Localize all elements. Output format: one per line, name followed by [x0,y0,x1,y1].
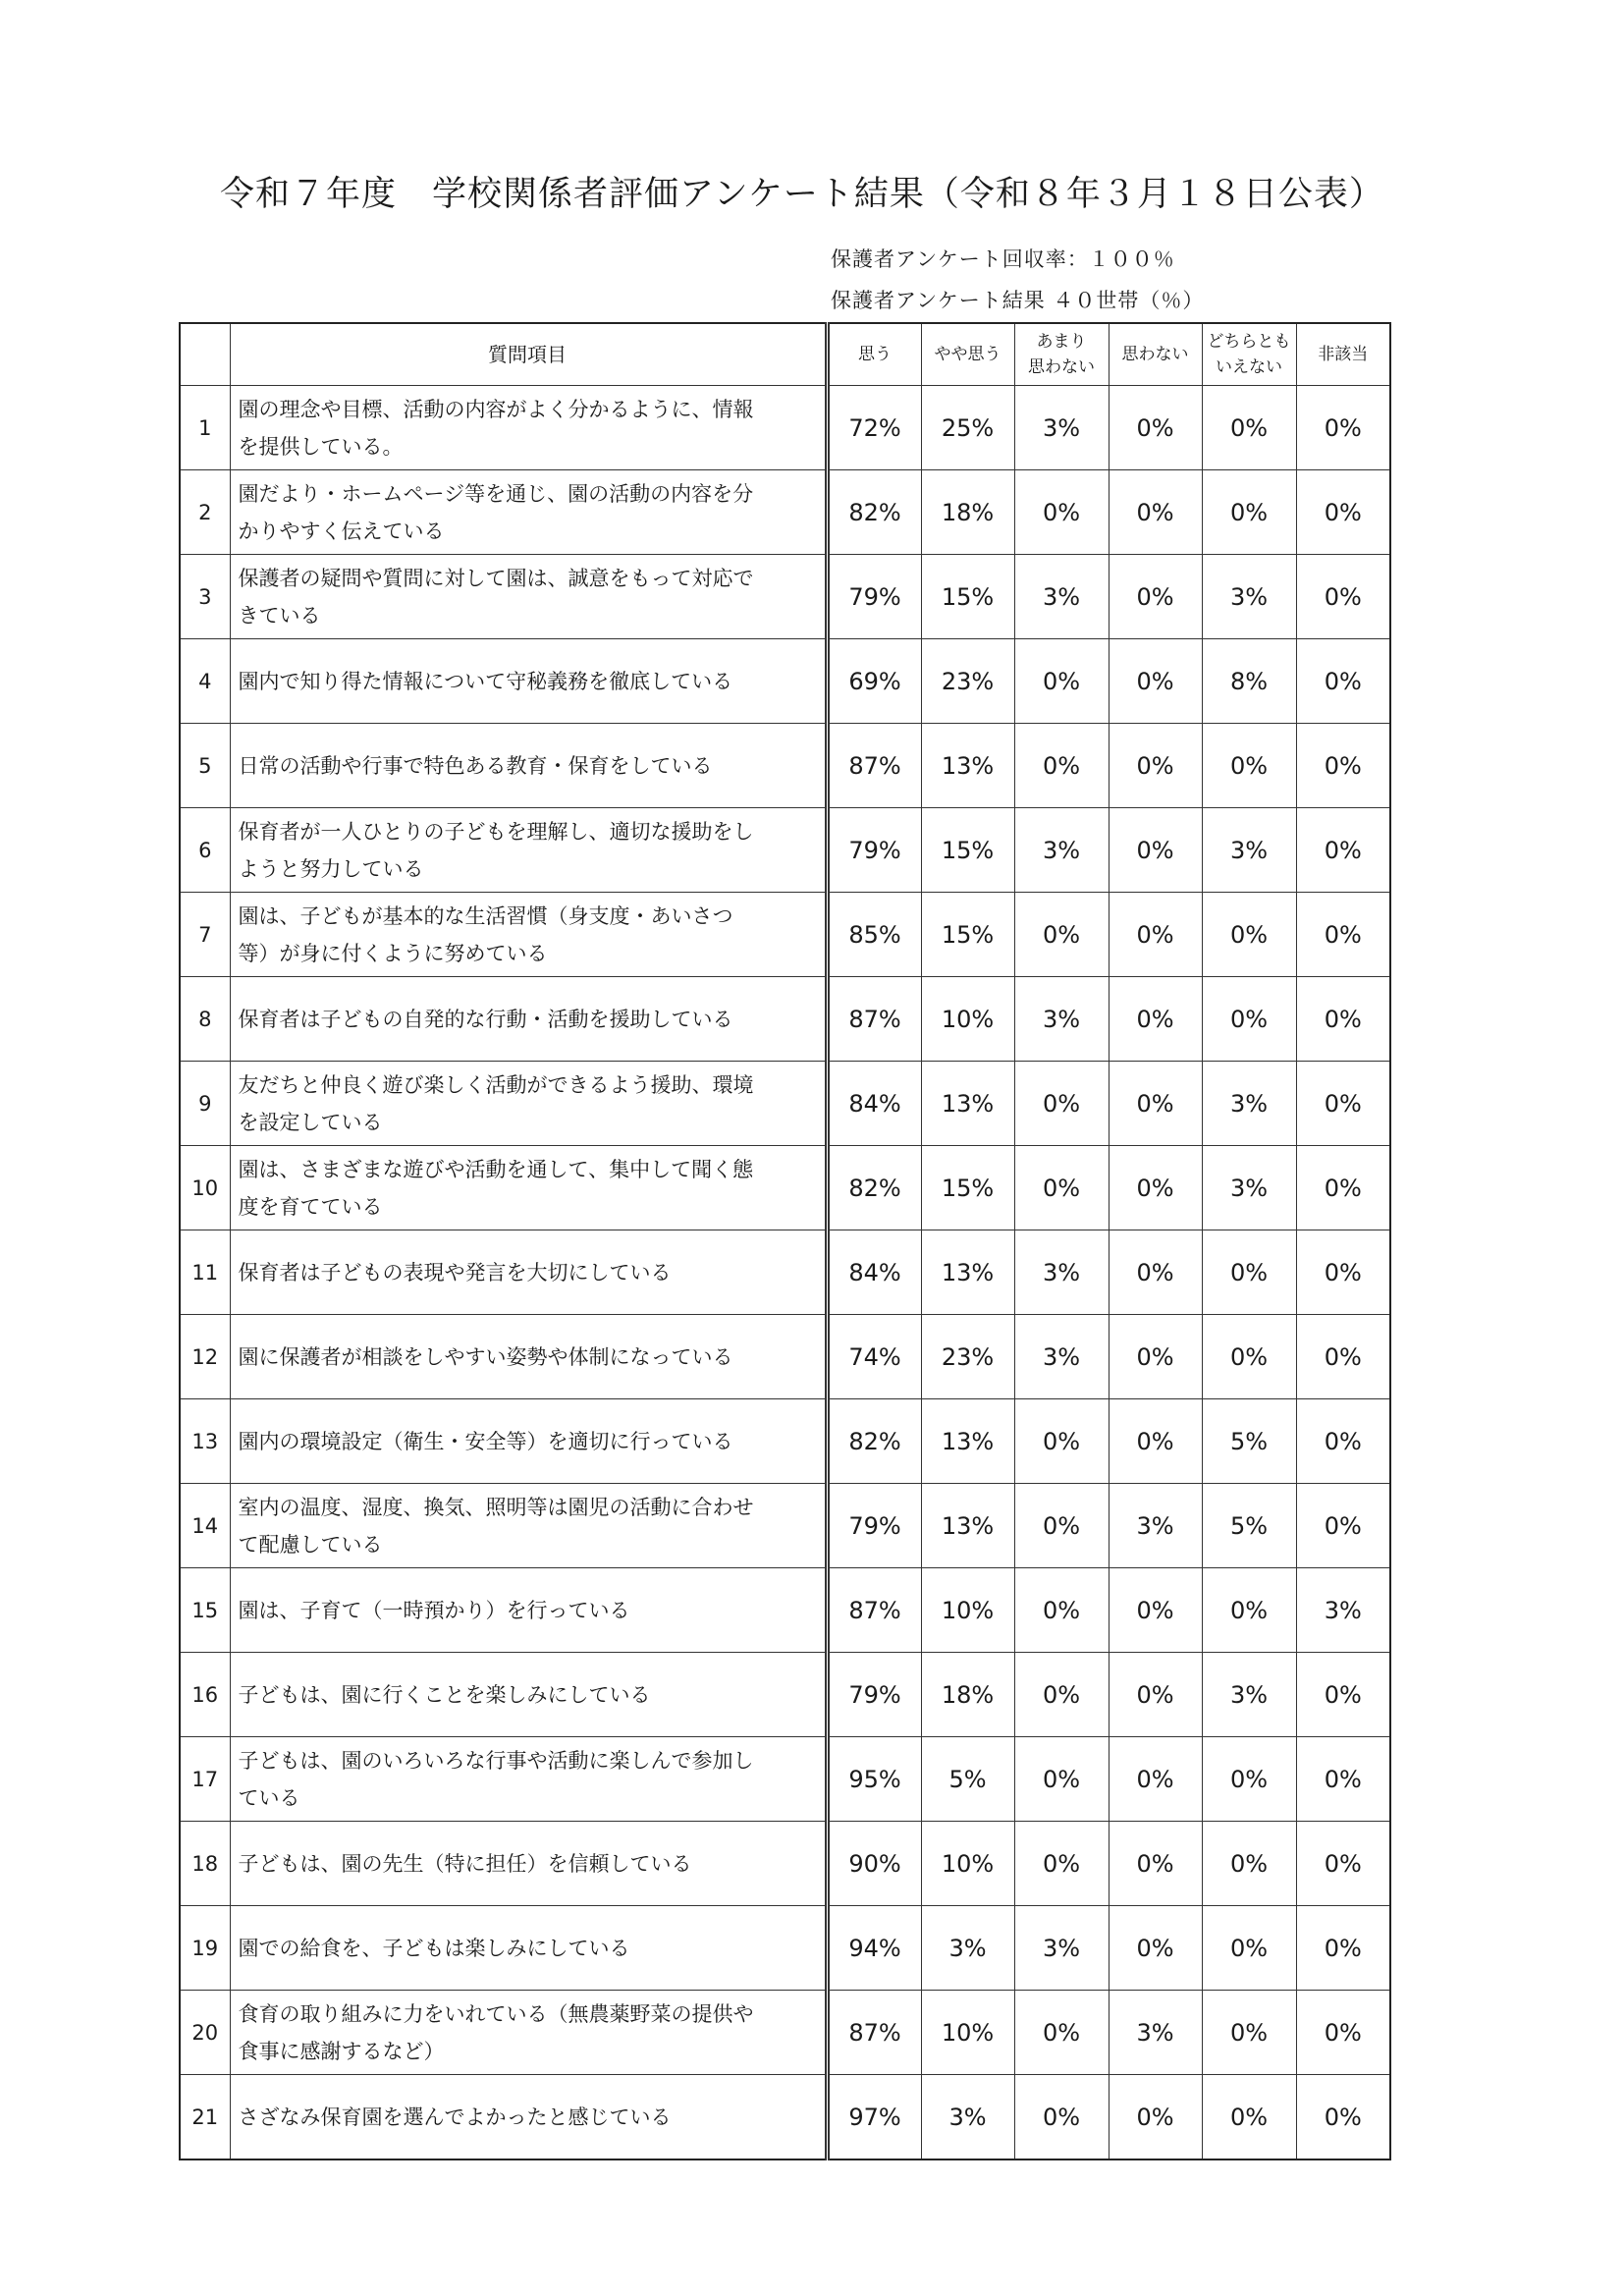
percent-cell: 0% [1202,724,1296,808]
row-number: 21 [180,2075,230,2160]
question-line-1: 友だちと仲良く遊び楽しく活動ができるよう援助、環境 [238,1072,754,1097]
row-number: 11 [180,1230,230,1315]
percent-cell: 18% [921,470,1014,555]
table-row [180,1146,1390,1230]
percent-cell: 0% [1109,386,1202,470]
table-row [180,893,1390,977]
percent-cell: 3% [1014,1230,1109,1315]
question-text [230,1230,827,1315]
question-text [230,1484,827,1568]
percent-cell: 0% [1109,470,1202,555]
question-line-2: ようと努力している [238,856,424,881]
percent-cell: 3% [1014,386,1109,470]
percent-cell: 0% [1109,1568,1202,1653]
percent-cell: 3% [1202,1062,1296,1146]
percent-cell: 0% [1014,1737,1109,1822]
question-text [230,1737,827,1822]
percent-cell: 0% [1014,1568,1109,1653]
table-row [180,555,1390,639]
row-number: 5 [180,724,230,808]
percent-cell: 0% [1202,1991,1296,2075]
question-line-1: 日常の活動や行事で特色ある教育・保育をしている [238,753,713,778]
table-row [180,1399,1390,1484]
question-line-1: 室内の温度、湿度、換気、照明等は園児の活動に合わせ [238,1495,754,1519]
percent-cell: 3% [921,1906,1014,1991]
percent-cell: 82% [827,1146,921,1230]
percent-cell: 13% [921,1230,1014,1315]
percent-cell: 87% [827,977,921,1062]
percent-cell: 0% [1296,1991,1390,2075]
question-line-1: 子どもは、園に行くことを楽しみにしている [238,1682,651,1707]
percent-cell: 69% [827,639,921,724]
question-line-1: 園は、子どもが基本的な生活習慣（身支度・あいさつ [238,903,733,928]
percent-cell: 0% [1014,893,1109,977]
percent-cell: 0% [1014,639,1109,724]
percent-cell: 0% [1202,470,1296,555]
question-text [230,470,827,555]
table-row [180,1230,1390,1315]
question-text [230,1991,827,2075]
percent-cell: 0% [1202,1737,1296,1822]
row-number: 16 [180,1653,230,1737]
percent-cell: 0% [1202,1822,1296,1906]
question-line-2: かりやすく伝えている [238,519,445,543]
percent-cell: 85% [827,893,921,977]
percent-cell: 0% [1109,1146,1202,1230]
table-row [180,2075,1390,2160]
table-row [180,1737,1390,1822]
collection-rate: 保護者アンケート回収率：１００％ [831,247,1175,271]
percent-cell: 0% [1109,1906,1202,1991]
percent-cell: 0% [1109,893,1202,977]
percent-cell: 87% [827,1991,921,2075]
percent-cell: 95% [827,1737,921,1822]
percent-cell: 0% [1109,1062,1202,1146]
table-row [180,1906,1390,1991]
percent-cell: 0% [1296,1906,1390,1991]
row-number: 4 [180,639,230,724]
question-text [230,724,827,808]
percent-cell: 0% [1296,386,1390,470]
table-row [180,1062,1390,1146]
percent-cell: 79% [827,555,921,639]
question-text [230,1568,827,1653]
percent-cell: 0% [1109,1737,1202,1822]
table-row [180,977,1390,1062]
percent-cell: 3% [1202,1146,1296,1230]
table-row [180,1568,1390,1653]
percent-cell: 0% [1202,1315,1296,1399]
row-number: 9 [180,1062,230,1146]
percent-cell: 0% [1296,1399,1390,1484]
percent-cell: 0% [1014,1822,1109,1906]
question-line-2: を提供している。 [238,434,404,459]
document-title: 令和７年度 学校関係者評価アンケート結果（令和８年３月１８日公表） [220,175,1384,214]
row-number: 20 [180,1991,230,2075]
percent-cell: 0% [1109,2075,1202,2160]
percent-cell: 87% [827,1568,921,1653]
row-number: 10 [180,1146,230,1230]
header-question: 質問項目 [230,323,827,386]
question-text [230,1653,827,1737]
row-number: 1 [180,386,230,470]
percent-cell: 0% [1296,977,1390,1062]
percent-cell: 0% [1296,808,1390,893]
percent-cell: 0% [1109,555,1202,639]
percent-cell: 0% [1296,1737,1390,1822]
percent-cell: 3% [1014,1906,1109,1991]
percent-cell: 3% [1109,1484,1202,1568]
question-line-1: 園での給食を、子どもは楽しみにしている [238,1936,630,1960]
percent-cell: 0% [1202,1906,1296,1991]
table-row [180,639,1390,724]
percent-cell: 0% [1296,555,1390,639]
header-omowanai: 思わない [1109,323,1202,386]
header-amari-line1: あまり [1036,332,1087,352]
row-number: 18 [180,1822,230,1906]
question-text [230,1906,827,1991]
table-row [180,724,1390,808]
percent-cell: 5% [1202,1484,1296,1568]
percent-cell: 13% [921,1062,1014,1146]
percent-cell: 0% [1109,808,1202,893]
percent-cell: 3% [1109,1991,1202,2075]
percent-cell: 0% [1014,1991,1109,2075]
question-line-1: 園内で知り得た情報について守秘義務を徹底している [238,669,733,693]
percent-cell: 0% [1296,1484,1390,1568]
percent-cell: 0% [1202,1230,1296,1315]
percent-cell: 13% [921,1484,1014,1568]
percent-cell: 0% [1014,1146,1109,1230]
percent-cell: 15% [921,1146,1014,1230]
percent-cell: 84% [827,1062,921,1146]
result-note: 保護者アンケート結果 ４０世帯（％） [831,289,1205,312]
survey-results-table [179,322,1391,2160]
percent-cell: 0% [1296,639,1390,724]
question-line-1: 子どもは、園のいろいろな行事や活動に楽しんで参加し [238,1748,754,1773]
percent-cell: 3% [1202,555,1296,639]
percent-cell: 3% [921,2075,1014,2160]
header-amari-omowanai [1014,323,1109,386]
question-text [230,1399,827,1484]
percent-cell: 0% [1109,724,1202,808]
percent-cell: 0% [1014,1399,1109,1484]
percent-cell: 0% [1014,724,1109,808]
row-number: 12 [180,1315,230,1399]
percent-cell: 0% [1109,1653,1202,1737]
question-text [230,386,827,470]
question-line-1: 保育者が一人ひとりの子どもを理解し、適切な援助をし [238,819,754,844]
table-row [180,1484,1390,1568]
row-number: 17 [180,1737,230,1822]
table-row [180,1991,1390,2075]
question-line-2: を設定している [238,1110,383,1134]
percent-cell: 10% [921,977,1014,1062]
question-text [230,555,827,639]
percent-cell: 3% [1014,555,1109,639]
question-line-1: 保育者は子どもの自発的な行動・活動を援助している [238,1007,733,1031]
percent-cell: 94% [827,1906,921,1991]
percent-cell: 5% [1202,1399,1296,1484]
question-text [230,639,827,724]
percent-cell: 0% [1296,893,1390,977]
question-text [230,1146,827,1230]
percent-cell: 3% [1014,977,1109,1062]
row-number: 3 [180,555,230,639]
percent-cell: 3% [1202,1653,1296,1737]
percent-cell: 10% [921,1568,1014,1653]
percent-cell: 13% [921,1399,1014,1484]
percent-cell: 0% [1109,1399,1202,1484]
question-line-1: 園は、さまざまな遊びや活動を通して、集中して聞く態 [238,1157,754,1181]
header-yaya-omou: やや思う [921,323,1014,386]
percent-cell: 0% [1109,1822,1202,1906]
question-line-1: 園だより・ホームページ等を通じ、園の活動の内容を分 [238,481,754,506]
percent-cell: 0% [1109,977,1202,1062]
percent-cell: 3% [1014,808,1109,893]
row-number: 13 [180,1399,230,1484]
percent-cell: 79% [827,808,921,893]
percent-cell: 3% [1014,1315,1109,1399]
percent-cell: 13% [921,724,1014,808]
row-number: 15 [180,1568,230,1653]
percent-cell: 0% [1014,1653,1109,1737]
percent-cell: 0% [1109,1315,1202,1399]
percent-cell: 18% [921,1653,1014,1737]
percent-cell: 0% [1296,724,1390,808]
question-text [230,808,827,893]
table-row [180,808,1390,893]
percent-cell: 0% [1109,1230,1202,1315]
percent-cell: 0% [1109,639,1202,724]
question-text [230,2075,827,2160]
table-row [180,1315,1390,1399]
percent-cell: 0% [1296,1315,1390,1399]
percent-cell: 0% [1014,2075,1109,2160]
question-line-2: て配慮している [238,1532,383,1557]
percent-cell: 0% [1296,2075,1390,2160]
percent-cell: 8% [1202,639,1296,724]
percent-cell: 23% [921,1315,1014,1399]
row-number: 6 [180,808,230,893]
row-number: 2 [180,470,230,555]
header-dochira-line2: いえない [1216,357,1282,377]
percent-cell: 87% [827,724,921,808]
table-body [180,386,1390,2160]
question-line-2: 食事に感謝するなど） [238,2039,445,2063]
percent-cell: 0% [1296,1230,1390,1315]
percent-cell: 82% [827,470,921,555]
percent-cell: 0% [1296,1822,1390,1906]
question-line-1: 園は、子育て（一時預かり）を行っている [238,1598,630,1622]
percent-cell: 84% [827,1230,921,1315]
question-text [230,893,827,977]
percent-cell: 3% [1296,1568,1390,1653]
percent-cell: 0% [1202,386,1296,470]
header-dochira [1202,323,1296,386]
percent-cell: 0% [1296,1146,1390,1230]
percent-cell: 15% [921,555,1014,639]
row-number: 8 [180,977,230,1062]
percent-cell: 10% [921,1991,1014,2075]
question-line-1: 食育の取り組みに力をいれている（無農薬野菜の提供や [238,2001,754,2026]
percent-cell: 97% [827,2075,921,2160]
row-number: 7 [180,893,230,977]
percent-cell: 0% [1014,1062,1109,1146]
question-line-1: 園内の環境設定（衛生・安全等）を適切に行っている [238,1429,733,1453]
percent-cell: 0% [1202,2075,1296,2160]
percent-cell: 0% [1202,893,1296,977]
question-line-2: きている [238,603,321,628]
percent-cell: 74% [827,1315,921,1399]
header-number [180,323,230,386]
question-line-2: ている [238,1785,300,1810]
question-line-1: さざなみ保育園を選んでよかったと感じている [238,2105,672,2129]
question-line-1: 保護者の疑問や質問に対して園は、誠意をもって対応で [238,566,754,590]
header-omou: 思う [827,323,921,386]
percent-cell: 90% [827,1822,921,1906]
percent-cell: 0% [1296,470,1390,555]
percent-cell: 15% [921,893,1014,977]
percent-cell: 0% [1014,470,1109,555]
row-number: 14 [180,1484,230,1568]
header-amari-line2: 思わない [1028,357,1095,377]
table-row [180,386,1390,470]
table-header-row [180,323,1390,386]
percent-cell: 0% [1202,1568,1296,1653]
percent-cell: 25% [921,386,1014,470]
percent-cell: 0% [1296,1653,1390,1737]
percent-cell: 0% [1296,1062,1390,1146]
percent-cell: 0% [1014,1484,1109,1568]
question-text [230,1822,827,1906]
table-row [180,1653,1390,1737]
percent-cell: 3% [1202,808,1296,893]
question-text [230,977,827,1062]
percent-cell: 15% [921,808,1014,893]
percent-cell: 5% [921,1737,1014,1822]
percent-cell: 79% [827,1653,921,1737]
table-row [180,470,1390,555]
question-text [230,1315,827,1399]
percent-cell: 10% [921,1822,1014,1906]
percent-cell: 72% [827,386,921,470]
percent-cell: 23% [921,639,1014,724]
percent-cell: 79% [827,1484,921,1568]
question-line-1: 保育者は子どもの表現や発言を大切にしている [238,1260,672,1285]
question-line-1: 子どもは、園の先生（特に担任）を信頼している [238,1851,692,1876]
header-dochira-line1: どちらとも [1207,332,1291,352]
header-higaitou: 非該当 [1296,323,1390,386]
question-text [230,1062,827,1146]
table-row [180,1822,1390,1906]
question-line-1: 園の理念や目標、活動の内容がよく分かるように、情報 [238,397,754,421]
question-line-1: 園に保護者が相談をしやすい姿勢や体制になっている [238,1344,733,1369]
question-line-2: 等）が身に付くように努めている [238,941,548,965]
question-line-2: 度を育てている [238,1194,383,1219]
percent-cell: 0% [1202,977,1296,1062]
row-number: 19 [180,1906,230,1991]
percent-cell: 82% [827,1399,921,1484]
